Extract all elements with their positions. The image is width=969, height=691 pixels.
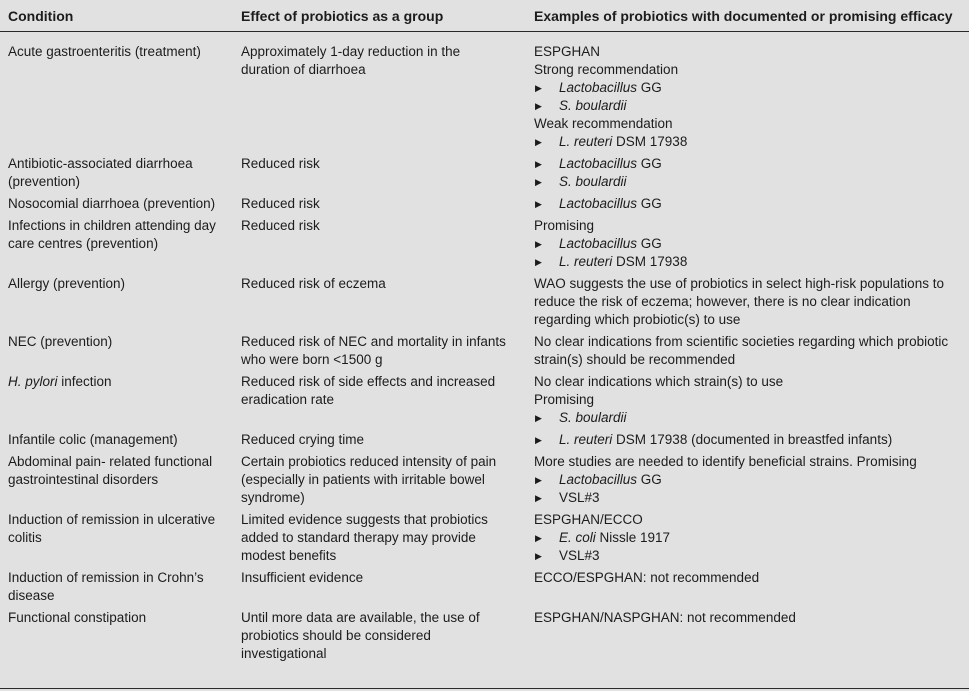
condition-line <box>8 529 233 547</box>
effect-line: Until more data are available, the use of <box>241 610 480 625</box>
triangle-bullet-icon: ▶ <box>535 493 542 503</box>
condition-text: Infections in children attending day <box>8 218 216 233</box>
strain-detail: DSM 17938 <box>612 254 688 269</box>
bullet-item <box>534 529 963 547</box>
examples-cell <box>525 275 969 329</box>
effect-line: syndrome) <box>241 490 305 505</box>
table-row <box>0 569 969 609</box>
effect-cell <box>233 155 525 173</box>
strain-name: L. reuteri <box>559 254 613 269</box>
table-row <box>0 453 969 511</box>
examples-cell <box>525 609 969 627</box>
condition-text: Nosocomial diarrhoea (prevention) <box>8 196 216 211</box>
examples-cell <box>525 453 969 507</box>
strain-detail: GG <box>637 80 662 95</box>
table-header <box>0 0 969 32</box>
strain-detail: VSL#3 <box>559 548 600 563</box>
table-row <box>0 609 969 667</box>
condition-line <box>8 43 233 61</box>
effect-line: Reduced risk <box>241 156 320 171</box>
condition-text: NEC (prevention) <box>8 334 113 349</box>
effect-line: Approximately 1-day reduction in the <box>241 44 461 59</box>
strain-name: Lactobacillus <box>559 236 638 251</box>
condition-cell <box>0 431 233 449</box>
condition-cell <box>0 569 233 605</box>
strain-name: S. boulardii <box>559 98 627 113</box>
condition-line <box>8 587 233 605</box>
strain-detail: VSL#3 <box>559 490 600 505</box>
bullet-item <box>534 97 963 115</box>
condition-line <box>8 217 233 235</box>
effect-line: Reduced crying time <box>241 432 365 447</box>
condition-text: colitis <box>8 530 42 545</box>
triangle-bullet-icon: ▶ <box>535 101 542 111</box>
header-effect: Effect of probiotics as a group <box>241 7 444 24</box>
examples-line: More studies are needed to identify beneficial strains. Promising <box>534 454 917 469</box>
examples-cell <box>525 569 969 587</box>
examples-line: Promising <box>534 392 595 407</box>
condition-text: infection <box>57 374 112 389</box>
strain-name: S. boulardii <box>559 410 627 425</box>
condition-cell <box>0 195 233 213</box>
examples-line: No clear indications from scientific societies regarding which probiotic <box>534 334 949 349</box>
condition-line <box>8 471 233 489</box>
condition-line <box>8 431 233 449</box>
strain-name: L. reuteri <box>559 432 613 447</box>
effect-cell <box>233 217 525 235</box>
table-row <box>0 217 969 275</box>
bullet-item <box>534 155 963 173</box>
condition-text: Allergy (prevention) <box>8 276 126 291</box>
effect-cell <box>233 431 525 449</box>
bullet-item <box>534 235 963 253</box>
effect-cell <box>233 333 525 369</box>
examples-line: ESPGHAN/ECCO <box>534 512 643 527</box>
condition-line <box>8 275 233 293</box>
table-row <box>0 431 969 453</box>
examples-line: regarding which probiotic(s) to use <box>534 312 741 327</box>
condition-text: Infantile colic (management) <box>8 432 178 447</box>
condition-line <box>8 195 233 213</box>
examples-line: ESPGHAN <box>534 44 601 59</box>
triangle-bullet-icon: ▶ <box>535 199 542 209</box>
condition-text: care centres (prevention) <box>8 236 159 251</box>
table-row <box>0 333 969 373</box>
condition-text: Induction of remission in ulcerative <box>8 512 216 527</box>
effect-line: (especially in patients with irritable bowel <box>241 472 485 487</box>
effect-line: Reduced risk <box>241 196 320 211</box>
condition-line <box>8 235 233 253</box>
examples-cell <box>525 195 969 213</box>
strain-detail: GG <box>637 196 662 211</box>
bullet-item <box>534 173 963 191</box>
effect-line: probiotics should be considered <box>241 628 431 643</box>
effect-line: Limited evidence suggests that probiotics <box>241 512 488 527</box>
condition-text: disease <box>8 588 55 603</box>
examples-line: ESPGHAN/NASPGHAN: not recommended <box>534 610 796 625</box>
examples-line: WAO suggests the use of probiotics in select high-risk populations to <box>534 276 944 291</box>
effect-line: added to standard therapy may provide <box>241 530 476 545</box>
effect-cell <box>233 43 525 79</box>
strain-detail: Nissle 1917 <box>595 530 671 545</box>
effect-line: Reduced risk of eczema <box>241 276 386 291</box>
strain-name: E. coli <box>559 530 596 545</box>
condition-line <box>8 333 233 351</box>
condition-text: Induction of remission in Crohn’s <box>8 570 204 585</box>
effect-line: Certain probiotics reduced intensity of pain <box>241 454 497 469</box>
triangle-bullet-icon: ▶ <box>535 177 542 187</box>
effect-cell <box>233 453 525 507</box>
effect-line: modest benefits <box>241 548 337 563</box>
strain-detail: GG <box>637 472 662 487</box>
examples-cell <box>525 155 969 191</box>
effect-cell <box>233 609 525 663</box>
condition-text: Abdominal pain- related functional <box>8 454 213 469</box>
bullet-item <box>534 471 963 489</box>
bullet-item <box>534 79 963 97</box>
bullet-item <box>534 253 963 271</box>
effect-cell <box>233 511 525 565</box>
effect-line: duration of diarrhoea <box>241 62 366 77</box>
triangle-bullet-icon: ▶ <box>535 239 542 249</box>
effect-line: eradication rate <box>241 392 335 407</box>
condition-line <box>8 173 233 191</box>
condition-cell <box>0 453 233 489</box>
table-row <box>0 275 969 333</box>
examples-line: Strong recommendation <box>534 62 679 77</box>
effect-cell <box>233 569 525 587</box>
strain-name: L. reuteri <box>559 134 613 149</box>
table-row <box>0 511 969 569</box>
condition-line <box>8 155 233 173</box>
table-row <box>0 195 969 217</box>
bullet-item <box>534 489 963 507</box>
triangle-bullet-icon: ▶ <box>535 257 542 267</box>
bullet-item <box>534 409 963 427</box>
strain-detail: GG <box>637 156 662 171</box>
effect-line: who were born <1500 g <box>241 352 383 367</box>
condition-cell <box>0 217 233 253</box>
condition-text: (prevention) <box>8 174 81 189</box>
table-row <box>0 373 969 431</box>
triangle-bullet-icon: ▶ <box>535 137 542 147</box>
table-bottom-rule <box>0 688 969 689</box>
condition-cell <box>0 511 233 547</box>
examples-cell <box>525 431 969 449</box>
header-condition: Condition <box>8 7 74 24</box>
condition-cell <box>0 275 233 293</box>
examples-cell <box>525 217 969 271</box>
condition-italic: H. pylori <box>8 374 58 389</box>
condition-cell <box>0 373 233 391</box>
bullet-item <box>534 133 963 151</box>
condition-line <box>8 453 233 471</box>
examples-line: No clear indications which strain(s) to use <box>534 374 784 389</box>
strain-name: Lactobacillus <box>559 472 638 487</box>
strain-name: Lactobacillus <box>559 196 638 211</box>
condition-text: Antibiotic-associated diarrhoea <box>8 156 193 171</box>
table-row <box>0 155 969 195</box>
table-body <box>0 32 969 667</box>
triangle-bullet-icon: ▶ <box>535 413 542 423</box>
strain-detail: GG <box>637 236 662 251</box>
strain-name: Lactobacillus <box>559 80 638 95</box>
condition-line <box>8 569 233 587</box>
triangle-bullet-icon: ▶ <box>535 435 542 445</box>
condition-line <box>8 511 233 529</box>
examples-cell <box>525 373 969 427</box>
effect-line: Reduced risk of NEC and mortality in infants <box>241 334 506 349</box>
condition-cell <box>0 609 233 627</box>
effect-line: investigational <box>241 646 327 661</box>
strain-name: Lactobacillus <box>559 156 638 171</box>
header-examples: Examples of probiotics with documented or promising efficacy <box>534 7 953 24</box>
strain-detail: DSM 17938 (documented in breastfed infants) <box>612 432 893 447</box>
condition-text: gastrointestinal disorders <box>8 472 159 487</box>
effect-line: Insufficient evidence <box>241 570 364 585</box>
triangle-bullet-icon: ▶ <box>535 83 542 93</box>
condition-line <box>8 609 233 627</box>
examples-line: ECCO/ESPGHAN: not recommended <box>534 570 760 585</box>
examples-cell <box>525 333 969 369</box>
triangle-bullet-icon: ▶ <box>535 475 542 485</box>
examples-cell <box>525 511 969 565</box>
condition-cell <box>0 155 233 191</box>
strain-name: S. boulardii <box>559 174 627 189</box>
examples-cell <box>525 43 969 151</box>
bullet-item <box>534 195 963 213</box>
examples-line: Weak recommendation <box>534 116 673 131</box>
triangle-bullet-icon: ▶ <box>535 551 542 561</box>
effect-cell <box>233 373 525 409</box>
condition-text: Acute gastroenteritis (treatment) <box>8 44 201 59</box>
triangle-bullet-icon: ▶ <box>535 533 542 543</box>
effect-cell <box>233 195 525 213</box>
examples-line: reduce the risk of eczema; however, there is no clear indication <box>534 294 911 309</box>
effect-cell <box>233 275 525 293</box>
condition-text: Functional constipation <box>8 610 147 625</box>
bullet-item <box>534 547 963 565</box>
table-row <box>0 43 969 155</box>
bullet-item <box>534 431 963 449</box>
condition-line <box>8 373 233 391</box>
effect-line: Reduced risk <box>241 218 320 233</box>
examples-line: strain(s) should be recommended <box>534 352 736 367</box>
condition-cell <box>0 333 233 351</box>
examples-line: Promising <box>534 218 595 233</box>
triangle-bullet-icon: ▶ <box>535 159 542 169</box>
effect-line: Reduced risk of side effects and increased <box>241 374 496 389</box>
condition-cell <box>0 43 233 61</box>
strain-detail: DSM 17938 <box>612 134 688 149</box>
